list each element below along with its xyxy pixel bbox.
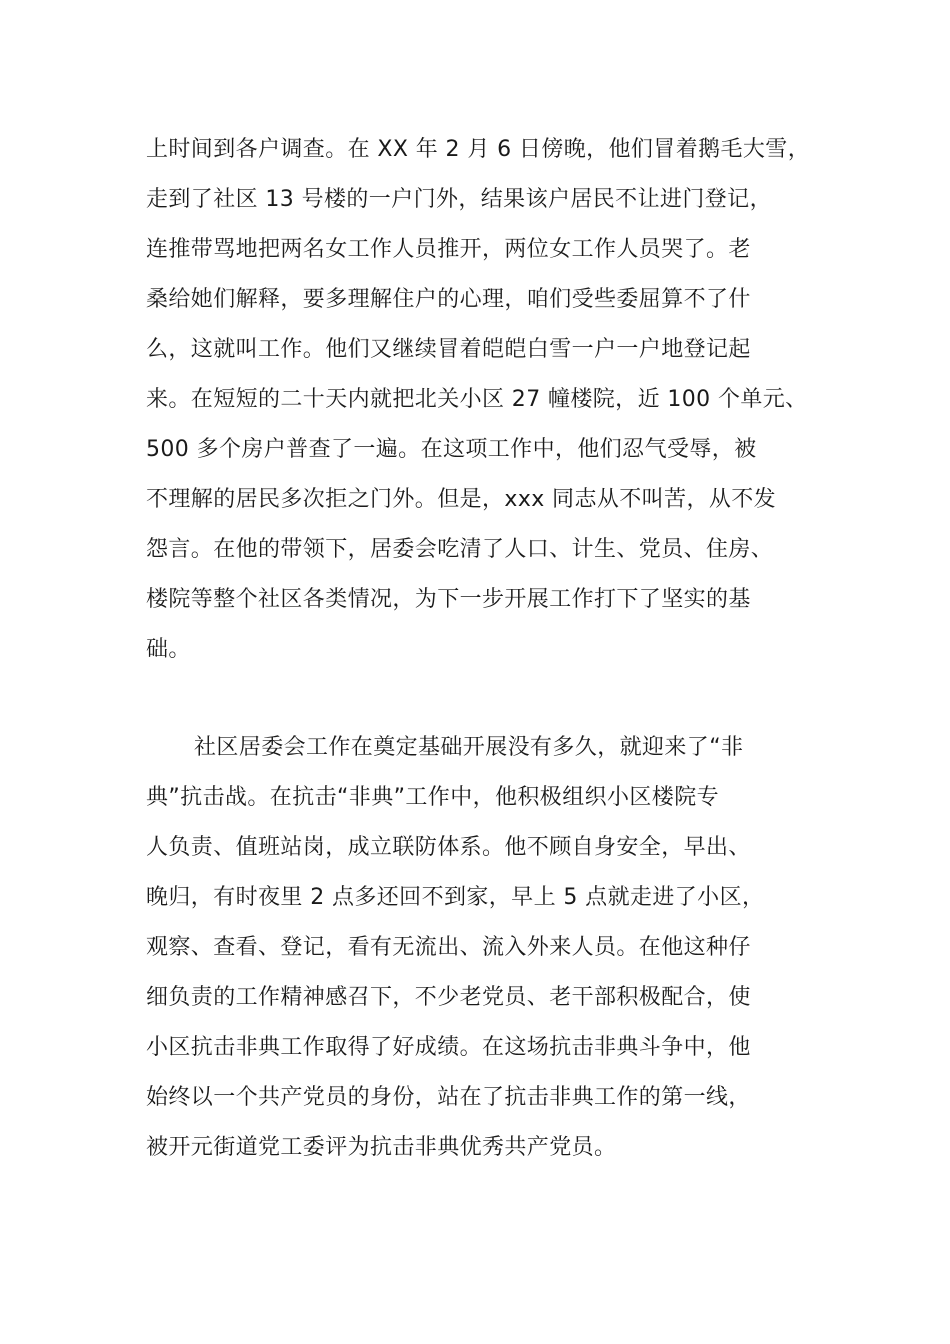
- text-line: 桑给她们解释，要多理解住户的心理，咱们受些委屈算不了什: [146, 287, 751, 312]
- text-line: 上时间到各户调查。在 XX 年 2 月 6 日傍晚，他们冒着鹅毛大雪，: [146, 137, 811, 162]
- text-line: 不理解的居民多次拒之门外。但是，xxx 同志从不叫苦，从不发: [146, 487, 777, 512]
- text-line: 走到了社区 13 号楼的一户门外，结果该户居民不让进门登记，: [146, 187, 772, 212]
- text-line: 么，这就叫工作。他们又继续冒着皑皑白雪一户一户地登记起: [146, 337, 751, 362]
- text-line: 始终以一个共产党员的身份，站在了抗击非典工作的第一线，: [146, 1085, 751, 1110]
- text-line: 观察、查看、登记，看有无流出、流入外来人员。在他这种仔: [146, 935, 751, 960]
- text-line: 小区抗击非典工作取得了好成绩。在这场抗击非典斗争中，他: [146, 1035, 751, 1060]
- text-line: 被开元街道党工委评为抗击非典优秀共产党员。: [146, 1135, 617, 1160]
- text-line: 晚归，有时夜里 2 点多还回不到家，早上 5 点就走进了小区，: [146, 885, 765, 910]
- text-line: 典”抗击战。在抗击“非典”工作中，他积极组织小区楼院专: [146, 785, 719, 810]
- text-line: 社区居委会工作在奠定基础开展没有多久，就迎来了“非: [194, 735, 744, 760]
- text-line: 人负责、值班站岗，成立联防体系。他不顾自身安全，早出、: [146, 835, 751, 860]
- text-line: 础。: [146, 637, 191, 662]
- text-line: 连推带骂地把两名女工作人员推开，两位女工作人员哭了。老: [146, 237, 751, 262]
- text-line: 500 多个房户普查了一遍。在这项工作中，他们忍气受辱，被: [146, 437, 757, 462]
- text-line: 来。在短短的二十天内就把北关小区 27 幢楼院，近 100 个单元、: [146, 387, 808, 412]
- text-line: 怨言。在他的带领下，居委会吃清了人口、计生、党员、住房、: [146, 537, 774, 562]
- text-line: 细负责的工作精神感召下，不少老党员、老干部积极配合，使: [146, 985, 751, 1010]
- text-line: 楼院等整个社区各类情况，为下一步开展工作打下了坚实的基: [146, 587, 751, 612]
